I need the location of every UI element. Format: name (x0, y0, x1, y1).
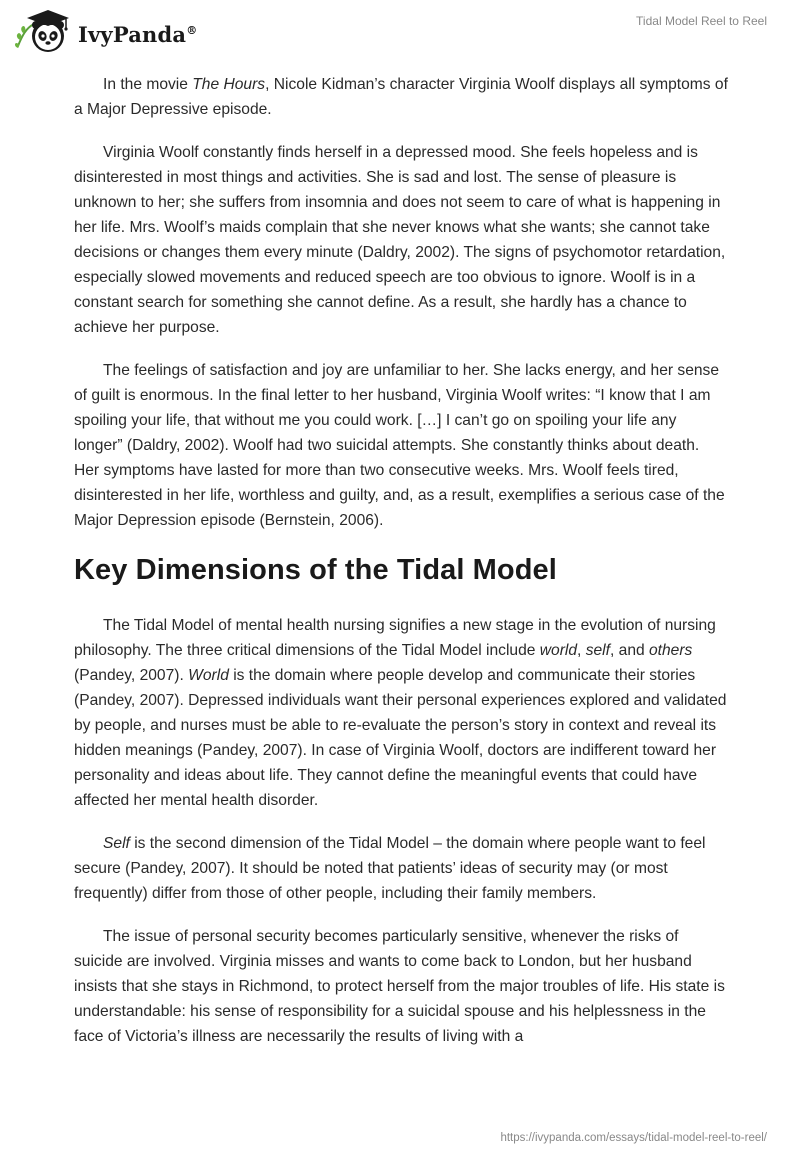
section-heading: Key Dimensions of the Tidal Model (74, 554, 557, 586)
panda-graduate-icon (14, 6, 74, 58)
paragraph-4-separator-1: , (577, 642, 586, 659)
registered-mark: ® (186, 23, 198, 37)
term-world: world (539, 642, 578, 659)
paragraph-5-text: is the second dimension of the Tidal Model – the domain where people want to feel secure (Pandey, 2007). It should be noted that patients’ ideas of security may (or most frequently) differ from those of other people, including their family members. (74, 835, 706, 902)
paragraph-1 (74, 72, 728, 122)
essay-content (74, 72, 728, 1067)
ivypanda-logo[interactable] (14, 6, 197, 58)
paragraph-6: The issue of personal security becomes particularly sensitive, whenever the risks of suicide are involved. Virginia misses and wants to come back to London, but her husband insists that she stays in Richmond, to protect herself from the major troubles of life. His state is understandable: his sense of responsibility for a suicidal spouse and his helplessness in the face of Victoria’s illness are necessarily the results of living with a (74, 928, 725, 1045)
paragraph-1-text-a: In the movie (103, 76, 193, 93)
paragraph-4-separator-2: , and (609, 642, 649, 659)
term-self-capitalized: Self (103, 835, 130, 852)
term-others: others (649, 642, 693, 659)
paragraph-4 (74, 613, 728, 813)
logo-text: IvyPanda (78, 21, 187, 47)
paragraph-4-text-b: (Pandey, 2007). (74, 667, 189, 684)
term-self: self (585, 642, 610, 659)
paragraph-4-text-a: The Tidal Model of mental health nursing signifies a new stage in the evolution of nursing philosophy. The three critical dimensions of the Tidal Model include (74, 617, 716, 659)
source-url[interactable]: https://ivypanda.com/essays/tidal-model-reel-to-reel/ (500, 1132, 767, 1144)
paragraph-1-text-b: , Nicole Kidman’s character Virginia Woolf displays all symptoms of a Major Depressive episode. (74, 76, 728, 118)
paragraph-4-text-c: is the domain where people develop and communicate their stories (Pandey, 2007). Depressed individuals want their personal experiences explored and validated by people, and nurses must be able to re-evaluate the person’s story in context and reveal its hidden meanings (Pandey, 2007). In case of Virginia Woolf, doctors are indifferent toward her personality and ideas about life. They cannot define the meaningful events that could have affected her mental health disorder. (74, 667, 727, 809)
page-header (0, 0, 800, 60)
paragraph-5 (74, 831, 728, 906)
paragraph-2: Virginia Woolf constantly finds herself in a depressed mood. She feels hopeless and is disinterested in most things and activities. She is sad and lost. The sense of pleasure is unknown to her; she suffers from insomnia and does not seem to care of what is happening in her life. Mrs. Woolf’s maids complain that she never knows what she wants; she cannot take decisions or changes them every minute (Daldry, 2002). The signs of psychomotor retardation, especially slowed movements and reduced speech are too obvious to ignore. Woolf is in a constant search for something she cannot define. As a result, she hardly has a chance to achieve her purpose. (74, 144, 726, 336)
term-world-capitalized: World (188, 667, 229, 684)
paragraph-3: The feelings of satisfaction and joy are unfamiliar to her. She lacks energy, and her sense of guilt is enormous. In the final letter to her husband, Virginia Woolf writes: “I know that I am spoiling your life, that without me you could work. […] I can’t go on spoiling your life any longer” (Daldry, 2002). Woolf had two suicidal attempts. She constantly thinks about death. Her symptoms have lasted for more than two consecutive weeks. Mrs. Woolf feels tired, disinterested in her life, worthless and guilty, and, as a result, exemplifies a serious case of the Major Depression episode (Bernstein, 2006). (74, 362, 725, 529)
document-title: Tidal Model Reel to Reel (636, 14, 767, 28)
logo-wordmark (78, 22, 197, 47)
film-title: The Hours (192, 76, 266, 93)
